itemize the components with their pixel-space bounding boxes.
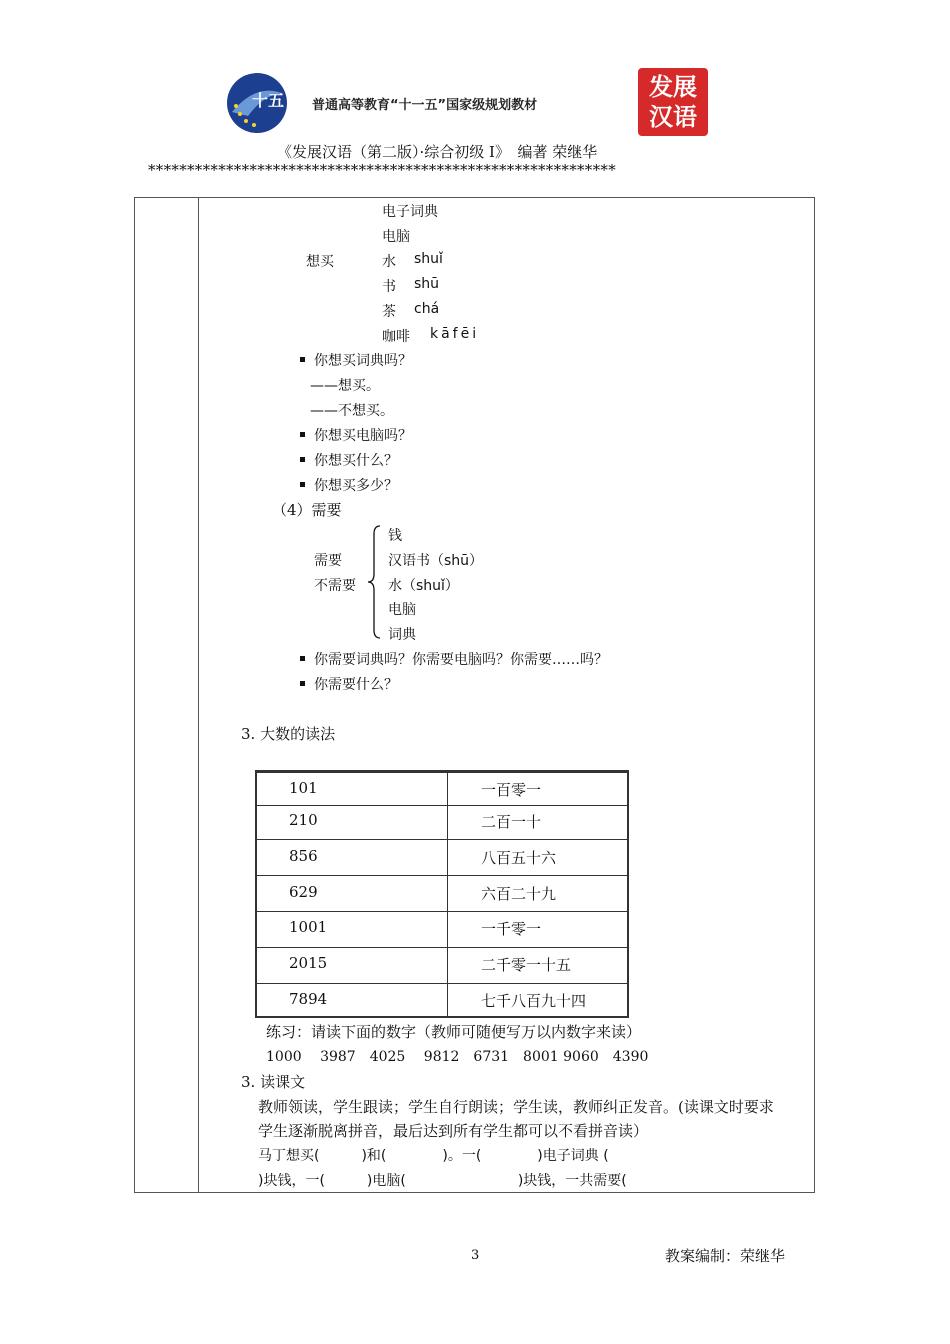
number-cell: 856 xyxy=(289,847,318,865)
bullet-icon xyxy=(300,357,305,362)
reading-cell: 八百五十六 xyxy=(481,849,557,867)
want-verb: 想买 xyxy=(306,254,334,270)
bullet-icon xyxy=(300,681,305,686)
table-row xyxy=(257,875,627,911)
instruction-text: 学生逐渐脱离拼音，最后达到所有学生都可以不看拼音读） xyxy=(258,1122,649,1140)
page-number: 3 xyxy=(471,1248,480,1263)
bullet-icon xyxy=(300,482,305,487)
list-item xyxy=(300,450,398,470)
want-item-hanzi: 电脑 xyxy=(382,229,410,245)
bullet-icon xyxy=(300,457,305,462)
fazhan-hanyu-logo xyxy=(638,68,708,136)
number-cell: 7894 xyxy=(289,990,328,1008)
list-item xyxy=(300,475,398,495)
question-text: 你想买什么？ xyxy=(314,453,398,469)
fill-in-blank-line: 马丁想买( )和( )。一( )电子词典 ( xyxy=(258,1148,609,1164)
list-item xyxy=(300,649,608,669)
table-row xyxy=(257,947,627,983)
number-cell: 210 xyxy=(289,811,318,829)
want-item-pinyin: shuǐ xyxy=(414,251,443,267)
need-item: 水（shuǐ） xyxy=(388,578,459,594)
bullet-icon xyxy=(300,432,305,437)
answer-text: ——想买。 xyxy=(310,378,380,394)
reading-cell: 七千八百九十四 xyxy=(481,992,587,1010)
reading-cell: 六百二十九 xyxy=(481,885,557,903)
logo-line-2: 汉语 xyxy=(649,103,697,131)
question-text: 你需要什么？ xyxy=(314,677,398,693)
exercise-numbers: 1000 3987 4025 9812 6731 8001 9060 4390 xyxy=(266,1049,649,1065)
instruction-text: 教师领读，学生跟读；学生自行朗读；学生读，教师纠正发音。(读课文时要求 xyxy=(258,1098,774,1116)
number-cell: 1001 xyxy=(289,918,328,936)
want-item-pinyin: kāfēi xyxy=(430,326,480,342)
table-row xyxy=(257,839,627,875)
numbers-table xyxy=(255,770,629,1018)
need-verb: 不需要 xyxy=(314,578,356,594)
need-item: 汉语书（shū） xyxy=(388,553,484,569)
table-row xyxy=(257,911,627,947)
answer-text: ——不想买。 xyxy=(310,403,394,419)
table-row xyxy=(257,983,627,1018)
need-item: 钱 xyxy=(388,528,402,544)
lesson-table-frame xyxy=(134,197,815,1193)
reading-cell: 二百一十 xyxy=(481,813,542,831)
book-title: 《发展汉语（第二版）·综合初级 I》 编著 荣继华 xyxy=(277,143,598,161)
want-item-pinyin: shū xyxy=(414,276,440,292)
star-divider: ************************************************************ xyxy=(148,161,616,179)
want-item-hanzi: 书 xyxy=(382,279,396,295)
question-text: 你想买多少？ xyxy=(314,478,398,494)
number-cell: 101 xyxy=(289,779,318,797)
want-item-hanzi: 电子词典 xyxy=(382,204,438,220)
list-item xyxy=(300,425,412,445)
section-heading: （4）需要 xyxy=(272,501,342,519)
want-item-pinyin: chá xyxy=(414,301,440,317)
brace-icon xyxy=(366,524,384,640)
reading-cell: 一百零一 xyxy=(481,781,542,799)
table-row xyxy=(257,772,627,805)
column-divider xyxy=(198,197,199,1193)
need-item: 电脑 xyxy=(388,602,416,618)
bullet-icon xyxy=(300,656,305,661)
section-heading: 3. 读课文 xyxy=(241,1073,306,1091)
header-tagline: 普通高等教育“十一五”国家级规划教材 xyxy=(312,98,538,113)
table-row xyxy=(257,805,627,839)
want-item-hanzi: 咖啡 xyxy=(382,329,410,345)
want-item-hanzi: 茶 xyxy=(382,304,396,320)
list-item xyxy=(300,350,412,370)
need-verb: 需要 xyxy=(314,553,342,569)
exercise-instruction: 练习：请读下面的数字（教师可随便写万以内数字来读） xyxy=(266,1023,642,1041)
question-text: 你想买词典吗？ xyxy=(314,353,412,369)
want-item-hanzi: 水 xyxy=(382,254,396,270)
question-text: 你需要词典吗？你需要电脑吗？你需要……吗？ xyxy=(314,652,608,668)
svg-text:十五: 十五 xyxy=(252,91,285,110)
section-heading: 3. 大数的读法 xyxy=(241,725,336,743)
number-cell: 2015 xyxy=(289,954,328,972)
number-cell: 629 xyxy=(289,883,318,901)
list-item xyxy=(300,674,398,694)
need-item: 词典 xyxy=(388,627,416,643)
reading-cell: 一千零一 xyxy=(481,920,542,938)
fill-in-blank-line: )块钱，一( )电脑( )块钱，一共需要( xyxy=(258,1173,627,1189)
logo-line-1: 发展 xyxy=(649,73,697,101)
question-text: 你想买电脑吗？ xyxy=(314,428,412,444)
reading-cell: 二千零一十五 xyxy=(481,956,572,974)
series-logo-icon xyxy=(226,72,288,134)
footer-author: 教案编制：荣继华 xyxy=(665,1247,786,1265)
